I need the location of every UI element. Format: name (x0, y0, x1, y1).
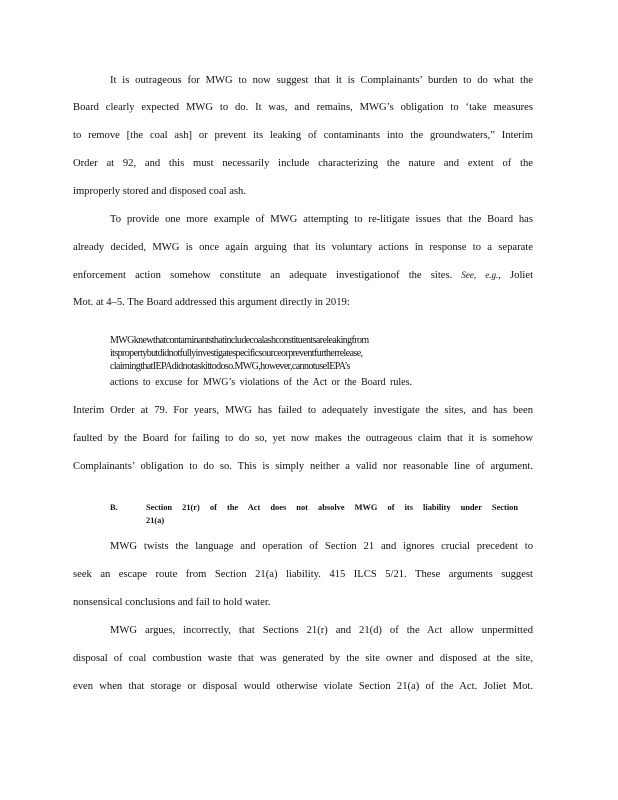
text-line: To provide one more example of MWG attempting to re-litigate issues that the Board has (110, 214, 533, 225)
block-quote-line: claimingthatIEPAdidnotaskittodoso.MWG,however,cannotuseIEPA’s (110, 361, 350, 372)
text-line-with-citation (73, 268, 533, 283)
block-quote-line: itspropertybutdidnotfullyinvestigatespecificsourceorpreventfurtherrelease, (110, 348, 363, 359)
text-line: MWG argues, incorrectly, that Sections 21(r) and 21(d) of the Act allow unpermitted (110, 625, 533, 636)
section-heading: Section 21(r) of the Act does not absolve MWG of its liability under Section (146, 503, 518, 512)
text-line: Interim Order at 79. For years, MWG has failed to adequately investigate the sites, and has been (73, 405, 533, 416)
text-line: Board clearly expected MWG to do. It was, and remains, MWG’s obligation to ‘take measures (73, 102, 533, 113)
text-line: improperly stored and disposed coal ash. (73, 186, 246, 197)
text-span: enforcement action somehow constitute an adequate investigationof the sites. (73, 270, 453, 281)
text-line: Complainants’ obligation to do so. This is simply neither a valid nor reasonable line of argument. (73, 461, 533, 472)
block-quote-line: MWGknewthatcontaminantsthatincludecoalashconstituentsareleakingfrom (110, 335, 369, 346)
text-line: even when that storage or disposal would otherwise violate Section 21(a) of the Act. Joliet Mot. (73, 681, 533, 692)
text-line: nonsensical conclusions and fail to hold water. (73, 597, 271, 608)
text-line: disposal of coal combustion waste that was generated by the site owner and disposed at the site, (73, 653, 533, 664)
section-heading-letter: B. (110, 503, 118, 512)
text-line: MWG twists the language and operation of Section 21 and ignores crucial precedent to (110, 541, 533, 552)
text-line: already decided, MWG is once again arguing that its voluntary actions in response to a separate (73, 242, 533, 253)
citation-signal: See, (461, 270, 477, 280)
section-heading-continuation: 21(a) (146, 516, 165, 525)
text-span: , Joliet (498, 270, 534, 281)
text-line: Order at 92, and this must necessarily include characterizing the nature and extent of the (73, 158, 533, 169)
text-line: to remove [the coal ash] or prevent its leaking of contaminants into the groundwaters,” Interim (73, 130, 533, 141)
citation-signal: e.g. (485, 270, 499, 280)
text-line: It is outrageous for MWG to now suggest that it is Complainants’ burden to do what the (110, 75, 533, 86)
text-line: seek an escape route from Section 21(a) liability. 415 ILCS 5/21. These arguments suggest (73, 569, 533, 580)
block-quote-line: actions to excuse for MWG’s violations of the Act or the Board rules. (110, 377, 412, 388)
text-line: Mot. at 4–5. The Board addressed this argument directly in 2019: (73, 297, 350, 308)
text-line: faulted by the Board for failing to do so, yet now makes the outrageous claim that it is somehow (73, 433, 533, 444)
